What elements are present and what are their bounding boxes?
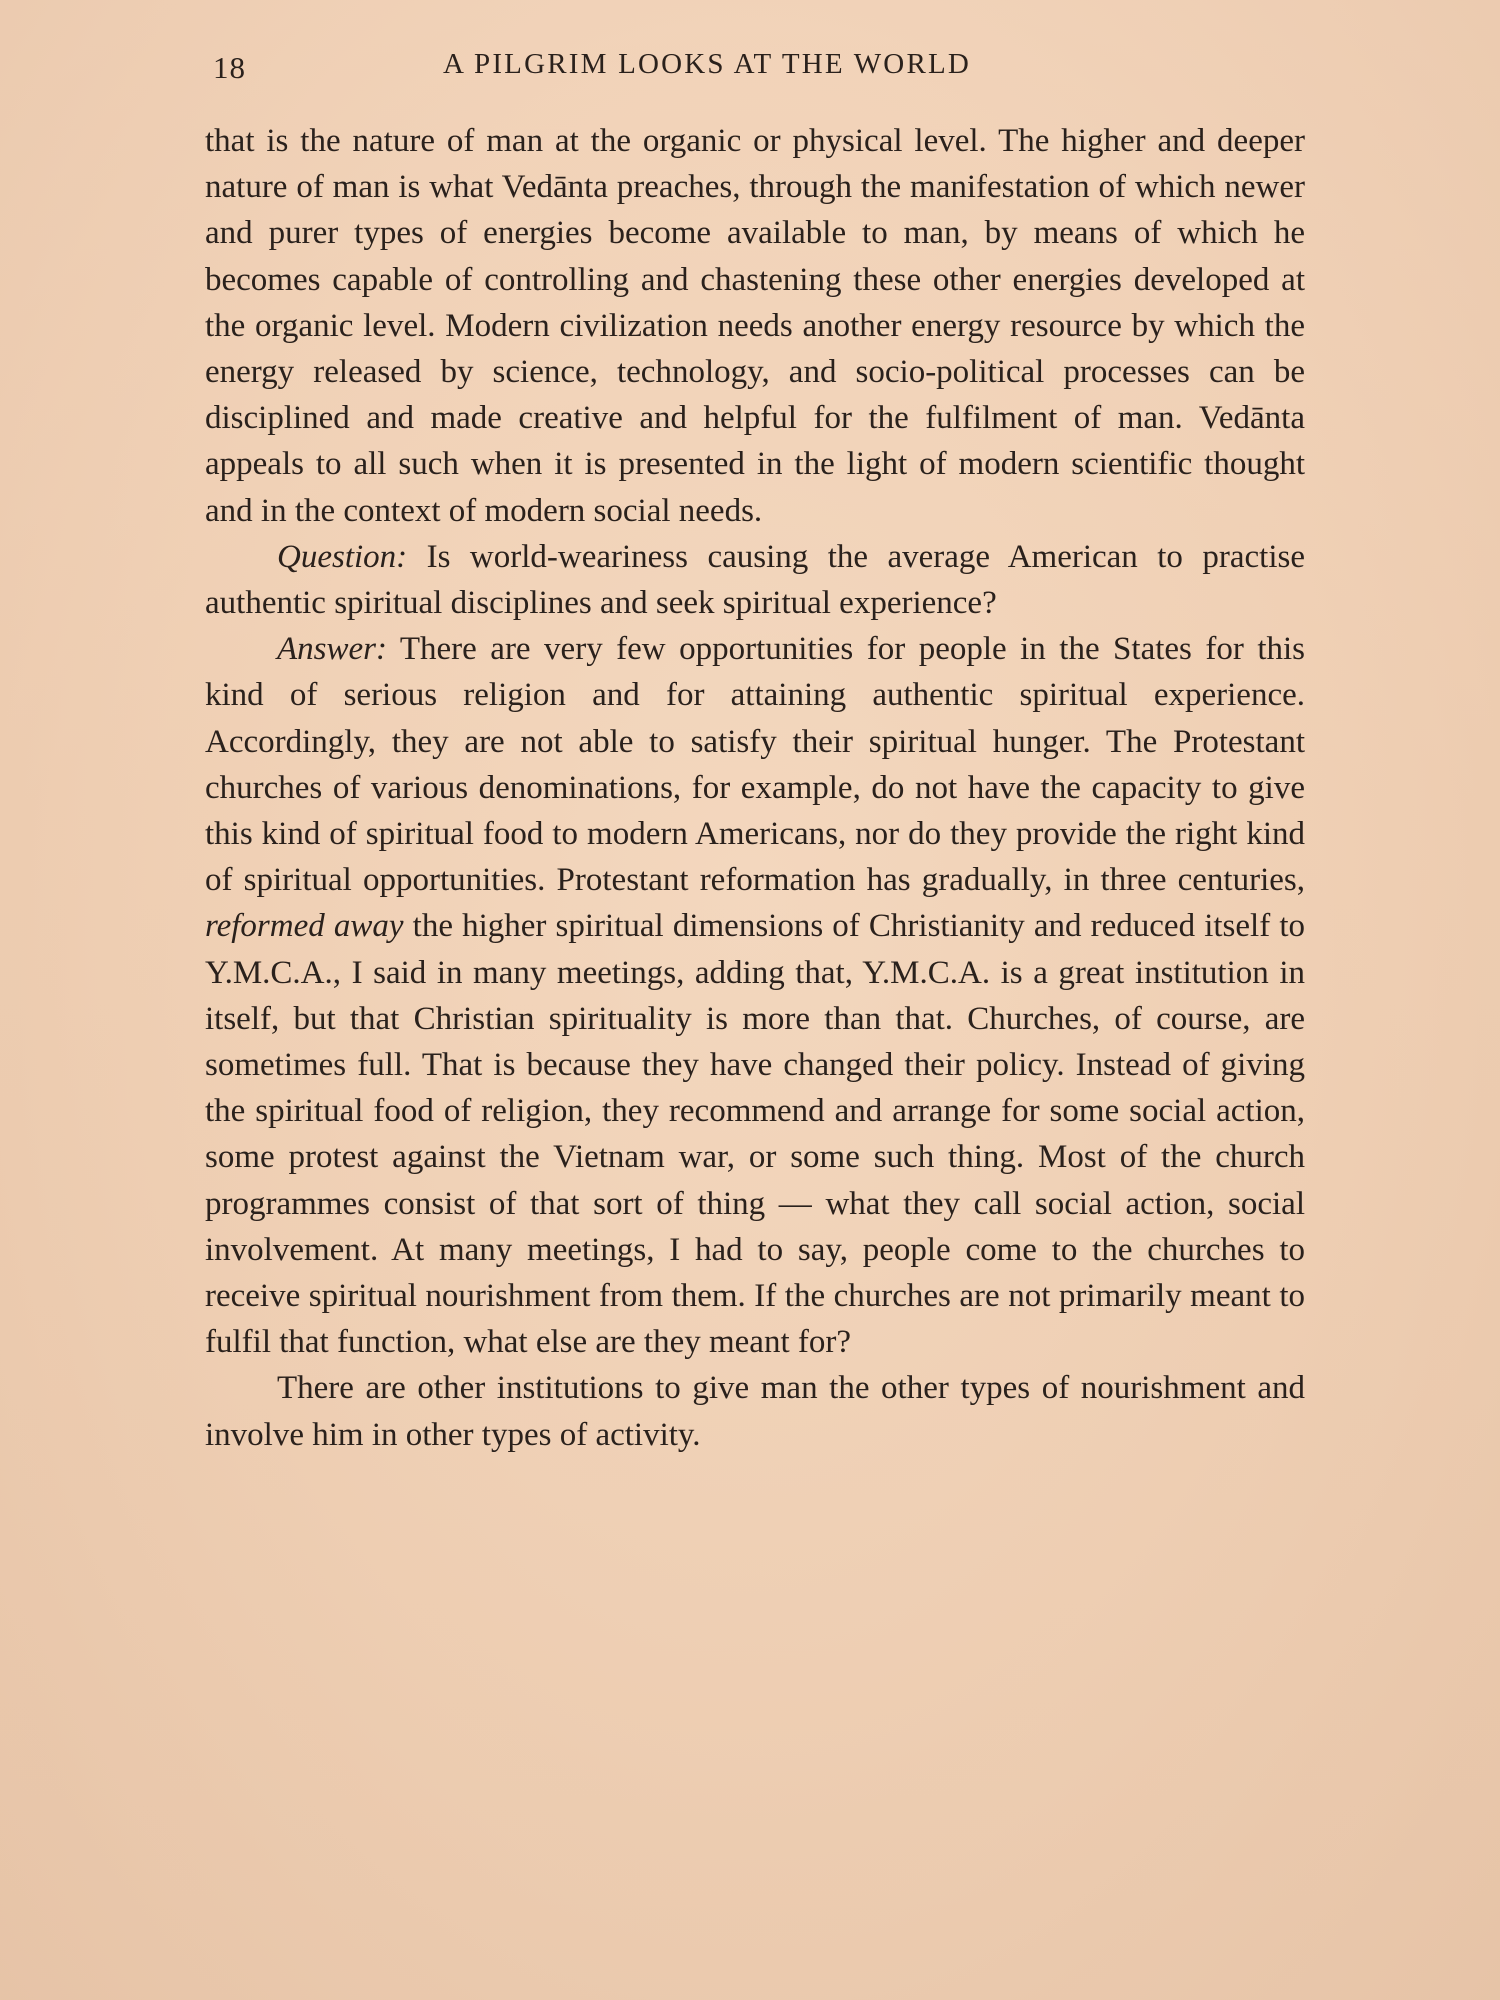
answer-emphasis: reformed away bbox=[205, 908, 404, 945]
paragraph-continuation: that is the nature of man at the organic or physical level. The higher and deeper nature of man is what Vedānta preaches, through the manifestation of which newer and purer types of energies become available to man, by means of which he becomes capable of controlling and chastening these other energies developed at the organic level. Modern civilization needs another energy resource by which the energy released by science, technology, and socio-political processes can be disciplined and made creative and helpful for the fulfilment of man. Vedānta appeals to all such when it is presented in the light of modern scientific thought and in the context of modern social needs. bbox=[205, 123, 1305, 529]
question-label: Question: bbox=[277, 538, 408, 575]
question-paragraph bbox=[205, 534, 1305, 626]
page-number: 18 bbox=[213, 50, 246, 85]
running-head bbox=[205, 44, 1075, 90]
question-text: Is world-weariness causing the average American to practise authentic spiritual disciplines and seek spiritual experience? bbox=[205, 538, 1305, 622]
answer-text-part-2: the higher spiritual dimensions of Christianity and reduced itself to Y.M.C.A., I said in many meetings, adding that, Y.M.C.A. is a great institution in itself, but that Christian spirituality is more than that. Churches, of course, are sometimes full. That is because they have changed their policy. Instead of giving the spiritual food of religion, they recommend and arrange for some social action, some protest against the Vietnam war, or some such thing. Most of the church programmes consist of that sort of thing — what they call social action, social involvement. At many meetings, I had to say, people come to the churches to receive spiritual nourishment from them. If the churches are not primarily meant to fulfil that function, what else are they meant for? bbox=[205, 908, 1305, 1361]
body-text bbox=[205, 118, 1305, 1458]
running-title: A PILGRIM LOOKS AT THE WORLD bbox=[443, 48, 972, 80]
answer-text-part-1: There are very few opportunities for people in the States for this kind of serious religion and for attaining authentic spiritual experience. Accordingly, they are not able to satisfy their spiritual hunger. The Protestant churches of various denominations, for example, do not have the capacity to give this kind of spiritual food to modern Americans, nor do they provide the right kind of spiritual opportunities. Protestant reformation has gradually, in three centuries, bbox=[205, 631, 1305, 899]
closing-paragraph: There are other institutions to give man the other types of nourishment and involve him in other types of activity. bbox=[205, 1370, 1305, 1453]
answer-paragraph bbox=[205, 626, 1305, 1365]
answer-label: Answer: bbox=[277, 631, 387, 668]
